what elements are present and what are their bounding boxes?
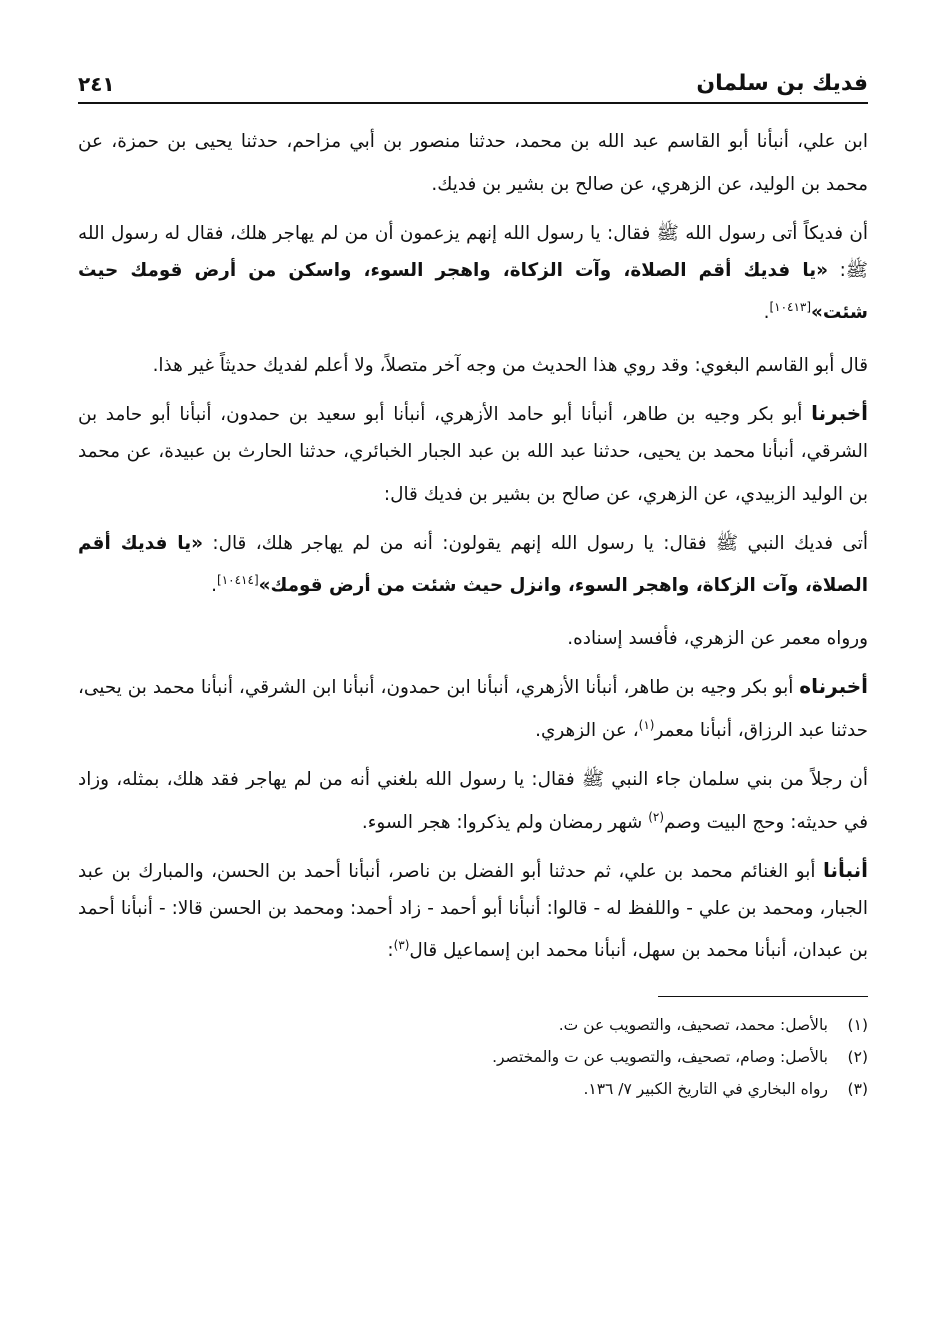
paragraph-text: أن رجلاً من بني سلمان جاء النبي ﷺ فقال: يا رسول الله بلغني أنه من لم يهاجر فقد هلك، بمثله، وزاد في حديثه: وحج البيت وصم [78,769,868,833]
page-number: ٢٤١ [78,72,115,96]
paragraph-text: أبو بكر وجيه بن طاهر، أنبأنا الأزهري، أنبأنا ابن حمدون، أنبأنا ابن الشرقي، أنبأنا محمد بن يحيى، حدثنا عبد الرزاق، أنبأنا معمر [78,677,868,742]
running-header [78,52,868,104]
paragraph-lead: أنبأنا [822,857,868,882]
paragraph [78,122,868,204]
reference-number: [١٠٤١٤] [217,573,259,588]
paragraph [78,760,868,842]
book-page [78,52,868,1105]
main-text [78,122,868,970]
paragraph [78,668,868,750]
footnote [78,1009,868,1041]
reference-number: (٢) [648,809,665,824]
paragraph-text: ورواه معمر عن الزهري، فأفسد إسناده. [567,628,868,650]
paragraph [78,214,868,333]
paragraph [78,342,868,385]
footnote [78,1041,868,1073]
paragraph-after: : [387,940,394,962]
paragraph-after: ، عن الزهري. [535,720,639,742]
reference-number: (١) [638,718,655,733]
paragraph-after: . [211,575,218,597]
paragraph [78,852,868,971]
footnotes [78,1009,868,1105]
footnote-number: (٢) [847,1048,868,1067]
paragraph-text: أبو الغنائم محمد بن علي، ثم حدثنا أبو الفضل بن ناصر، أنبأنا أحمد بن الحسن، والمبارك بن عبد الجبار، ومحمد بن علي - واللفظ له - قالوا: أنبأنا أبو أحمد - زاد أحمد: ومحمد بن الحسن قالا: - أنبأنا أحمد بن عبدان، أنبأنا محمد بن سهل، أنبأنا محمد ابن إسماعيل قال [78,860,868,962]
reference-number: (٣) [393,938,410,953]
paragraph-lead: أخبرناه [799,674,868,699]
footnote-number: (١) [847,1016,868,1035]
hadith-quote: «يا فديك أقم الصلاة، وآت الزكاة، واهجر السوء، وانزل حيث شئت من أرض قومك» [78,532,868,597]
paragraph-text: ابن علي، أنبأنا أبو القاسم عبد الله بن محمد، حدثنا منصور بن أبي مزاحم، حدثنا يحيى بن حمزة، عن محمد بن الوليد، عن الزهري، عن صالح بن بشير بن فديك. [78,131,868,195]
paragraph-text: قال أبو القاسم البغوي: وقد روي هذا الحديث من وجه آخر متصلاً، ولا أعلم لفديك حديثاً غير هذا. [152,355,868,377]
paragraph-text: أبو بكر وجيه بن طاهر، أنبأنا أبو حامد الأزهري، أنبأنا أبو سعيد بن حمدون، أنبأنا أبو حامد بن الشرقي، أنبأنا محمد بن يحيى، حدثنا عبد الله بن عبد الجبار الخبائري، حدثنا الحارث بن عبيدة، عن محمد بن الوليد الزبيدي، عن الزهري، عن صالح بن بشير بن فديك قال: [78,404,868,505]
footnote-divider [658,996,868,997]
hadith-quote: «يا فديك أقم الصلاة، وآت الزكاة، واهجر السوء، واسكن من أرض قومك حيث شئت» [78,259,868,324]
reference-number: [١٠٤١٣] [769,300,812,315]
footnote [78,1073,868,1105]
footnote-text: بالأصل: وصام، تصحيف، والتصويب عن ت والمختصر. [492,1048,828,1067]
paragraph-text: أن فديكاً أتى رسول الله ﷺ فقال: يا رسول الله إنهم يزعمون أن من لم يهاجر هلك، فقال له رسول الله ﷺ: [78,222,868,281]
paragraph [78,395,868,514]
chapter-title: فديك بن سلمان [696,71,868,96]
footnote-number: (٣) [847,1080,868,1099]
paragraph-lead: أخبرنا [811,401,868,426]
footnote-text: رواه البخاري في التاريخ الكبير ٧/ ١٣٦. [583,1080,828,1099]
paragraph [78,524,868,606]
footnote-text: بالأصل: محمد، تصحيف، والتصويب عن ت. [558,1016,828,1035]
paragraph [78,615,868,658]
paragraph-after: شهر رمضان ولم يذكروا: هجر السوء. [361,811,649,833]
paragraph-after: . [763,302,770,324]
paragraph-text: أتى فديك النبي ﷺ فقال: يا رسول الله إنهم يقولون: أنه من لم يهاجر هلك، قال: [203,532,868,554]
